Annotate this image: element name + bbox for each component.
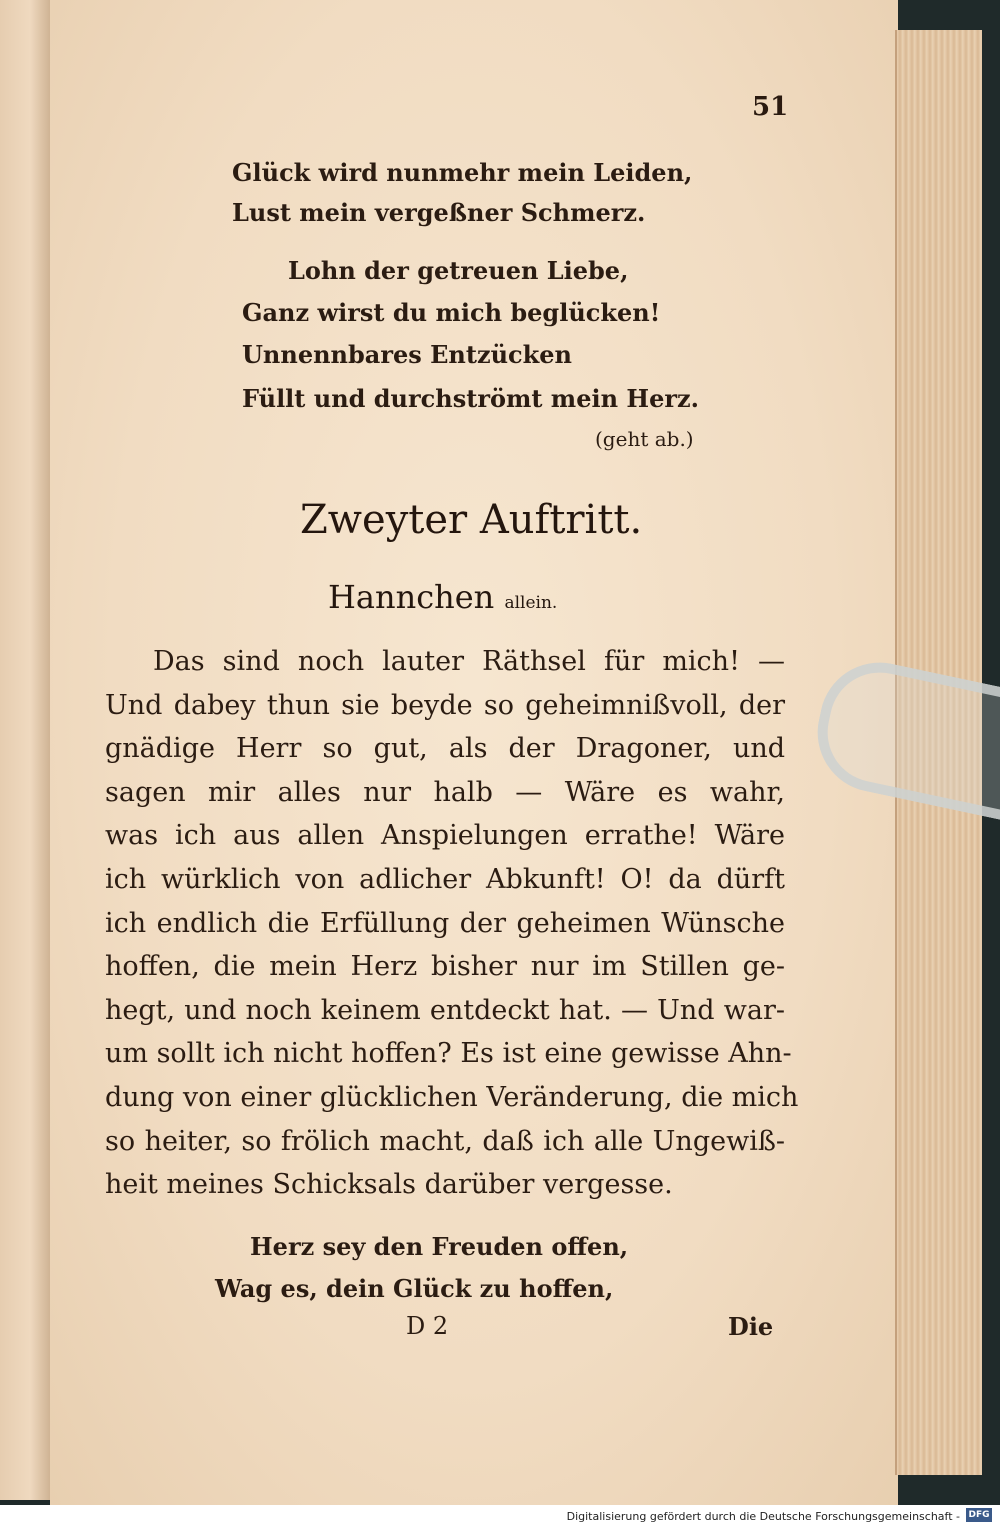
prose-line: sagen mir alles nur halb — Wäre es wahr, <box>105 776 785 808</box>
speaker-line <box>328 578 557 616</box>
verse-line: Füllt und durchströmt mein Herz. <box>242 384 699 413</box>
verse-line: Unnennbares Entzücken <box>242 340 572 369</box>
prose-block <box>105 640 799 1207</box>
prose-line: dung von einer glücklichen Veränderung, die mich <box>105 1081 799 1113</box>
verse-line: Ganz wirst du mich beglücken! <box>242 298 661 327</box>
prose-line: so heiter, so frölich macht, daß ich alle Ungewiß- <box>105 1125 785 1157</box>
verse-line: Lohn der getreuen Liebe, <box>288 256 629 285</box>
prose-line: ich würklich von adlicher Abkunft! O! da dürft <box>105 863 785 895</box>
prose-line: heit meines Schicksals darüber vergesse. <box>105 1169 673 1201</box>
page-number: 51 <box>752 92 789 122</box>
prose-line: hoffen, die mein Herz bisher nur im Stillen ge- <box>105 951 785 983</box>
verse-line: Herz sey den Freuden offen, <box>250 1232 629 1261</box>
prose-line: gnädige Herr so gut, als der Dragoner, und <box>105 733 785 765</box>
prose-line: hegt, und noch keinem entdeckt hat. — Und war- <box>105 994 785 1026</box>
left-page-edge <box>0 0 52 1500</box>
speaker-name: Hannchen <box>328 578 495 616</box>
prose-line: um sollt ich nicht hoffen? Es ist eine gewisse Ahn- <box>105 1038 792 1070</box>
dfg-logo: DFG <box>966 1508 992 1522</box>
verse-line: Wag es, dein Glück zu hoffen, <box>215 1274 614 1303</box>
speaker-note: allein. <box>504 593 558 613</box>
verse-line: Glück wird nunmehr mein Leiden, <box>232 158 693 187</box>
prose-line: Und dabey thun sie beyde so geheimnißvoll, der <box>105 689 785 721</box>
catchword: Die <box>728 1312 774 1341</box>
prose-line: Das sind noch lauter Räthsel für mich! — <box>153 646 785 677</box>
scene-heading: Zweyter Auftritt. <box>300 497 643 543</box>
prose-line: ich endlich die Erfüllung der geheimen Wünsche <box>105 907 785 939</box>
digitization-credit: Digitalisierung gefördert durch die Deutsche Forschungsgemeinschaft - <box>566 1510 960 1523</box>
prose-line: was ich aus allen Anspielungen errathe! Wäre <box>105 820 785 852</box>
signature-mark: D 2 <box>406 1312 449 1340</box>
stage-direction: (geht ab.) <box>595 427 694 451</box>
verse-line: Lust mein vergeßner Schmerz. <box>232 198 646 227</box>
